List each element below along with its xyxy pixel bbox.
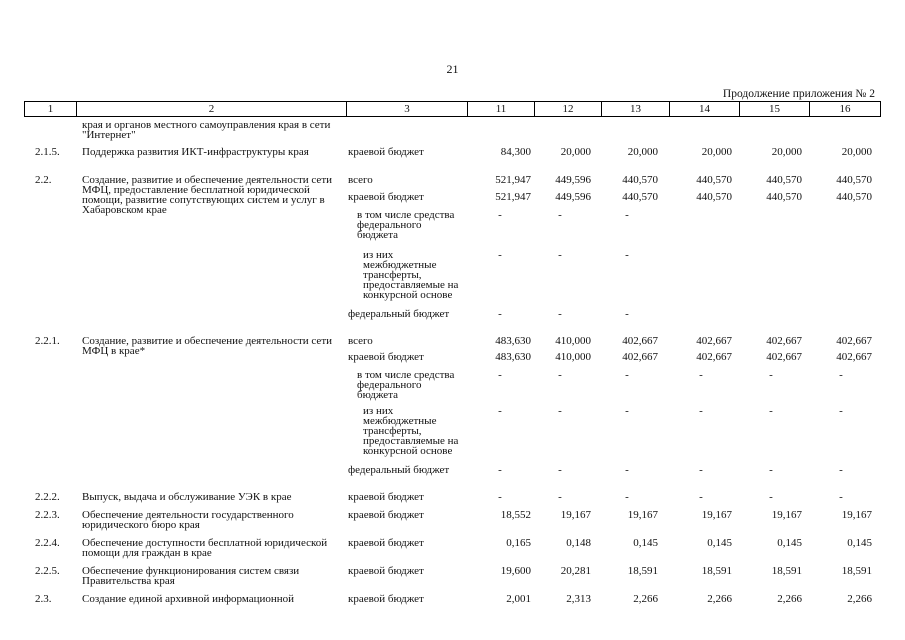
value-col-12: -	[558, 369, 562, 381]
value-col-12: 0,148	[566, 537, 591, 549]
value-col-13: 20,000	[627, 146, 658, 158]
value-col-14: -	[699, 369, 703, 381]
row-source: краевой бюджет	[348, 565, 424, 577]
row-source: краевой бюджет	[348, 351, 424, 363]
row-number: 2.2.2.	[35, 491, 60, 503]
row-name: Обеспечение доступности бесплатной юридической помощи для граждан в крае	[82, 537, 328, 559]
value-col-12: -	[558, 249, 562, 261]
value-col-11: 19,600	[500, 565, 531, 577]
value-col-16: -	[839, 369, 843, 381]
value-col-12: 20,281	[560, 565, 591, 577]
row-number: 2.2.3.	[35, 509, 60, 521]
value-col-15: 19,167	[771, 509, 802, 521]
value-col-13: -	[625, 464, 629, 476]
header-col-11: 11	[467, 102, 534, 116]
row-source: всего	[348, 174, 373, 186]
value-col-12: -	[558, 464, 562, 476]
header-col-3: 3	[346, 102, 467, 116]
row-source: краевой бюджет	[348, 191, 424, 203]
value-col-14: 440,570	[696, 174, 732, 186]
value-col-12: 19,167	[560, 509, 591, 521]
value-col-14: 19,167	[701, 509, 732, 521]
value-col-15: 18,591	[771, 565, 802, 577]
value-col-12: -	[558, 209, 562, 221]
continuation-label: Продолжение приложения № 2	[722, 88, 875, 100]
value-col-15: 440,570	[766, 191, 802, 203]
row-number: 2.1.5.	[35, 146, 60, 158]
value-col-14: -	[699, 464, 703, 476]
value-col-11: -	[498, 491, 502, 503]
value-col-14: 20,000	[701, 146, 732, 158]
value-col-15: -	[769, 369, 773, 381]
value-col-15: 20,000	[771, 146, 802, 158]
row-source: федеральный бюджет	[348, 464, 450, 476]
row-number: 2.2.4.	[35, 537, 60, 549]
value-col-16: -	[839, 491, 843, 503]
header-col-16: 16	[809, 102, 881, 116]
header-col-13: 13	[601, 102, 669, 116]
value-col-14: 402,667	[696, 351, 732, 363]
value-col-12: 449,596	[555, 191, 591, 203]
value-col-11: -	[498, 464, 502, 476]
value-col-11: 2,001	[506, 593, 531, 605]
value-col-16: -	[839, 405, 843, 417]
value-col-12: 410,000	[555, 335, 591, 347]
row-name: Обеспечение функционирования систем связи Правительства края	[82, 565, 300, 587]
value-col-11: 521,947	[495, 191, 531, 203]
value-col-14: 402,667	[696, 335, 732, 347]
row-source: в том числе средства федерального бюджета	[357, 209, 455, 241]
row-name: Выпуск, выдача и обслуживание УЭК в крае	[82, 491, 292, 503]
value-col-16: 20,000	[841, 146, 872, 158]
value-col-11: -	[498, 405, 502, 417]
value-col-11: 0,165	[506, 537, 531, 549]
row-name: Создание единой архивной информационной	[82, 593, 295, 605]
value-col-13: 2,266	[633, 593, 658, 605]
header-col-14: 14	[669, 102, 739, 116]
row-source: в том числе средства федерального бюджета	[357, 369, 455, 401]
value-col-14: 2,266	[707, 593, 732, 605]
value-col-15: -	[769, 464, 773, 476]
value-col-12: 410,000	[555, 351, 591, 363]
row-number: 2.3.	[35, 593, 52, 605]
value-col-12: 2,313	[566, 593, 591, 605]
value-col-14: -	[699, 491, 703, 503]
value-col-12: 20,000	[560, 146, 591, 158]
value-col-12: -	[558, 491, 562, 503]
value-col-16: -	[839, 464, 843, 476]
page-number: 21	[446, 62, 459, 76]
value-col-13: 18,591	[627, 565, 658, 577]
value-col-16: 402,667	[836, 351, 872, 363]
row-source: федеральный бюджет	[348, 308, 450, 320]
header-col-12: 12	[534, 102, 601, 116]
header-col-15: 15	[739, 102, 809, 116]
value-col-13: -	[625, 491, 629, 503]
value-col-16: 2,266	[847, 593, 872, 605]
value-col-16: 18,591	[841, 565, 872, 577]
value-col-12: -	[558, 308, 562, 320]
row-number: 2.2.5.	[35, 565, 60, 577]
value-col-13: 440,570	[622, 191, 658, 203]
value-col-11: -	[498, 308, 502, 320]
row-source: всего	[348, 335, 373, 347]
value-col-11: -	[498, 369, 502, 381]
value-col-12: -	[558, 405, 562, 417]
value-col-11: 84,300	[500, 146, 531, 158]
row-source: краевой бюджет	[348, 491, 424, 503]
value-col-15: -	[769, 491, 773, 503]
value-col-11: -	[498, 209, 502, 221]
value-col-13: 0,145	[633, 537, 658, 549]
value-col-14: 440,570	[696, 191, 732, 203]
value-col-11: 483,630	[495, 335, 531, 347]
row-name: Создание, развитие и обеспечение деятельности сети МФЦ в крае*	[82, 335, 333, 357]
value-col-16: 440,570	[836, 191, 872, 203]
value-col-16: 0,145	[847, 537, 872, 549]
value-col-14: -	[699, 405, 703, 417]
value-col-13: -	[625, 405, 629, 417]
value-col-15: 0,145	[777, 537, 802, 549]
budget-table	[24, 101, 881, 605]
value-col-13: 440,570	[622, 174, 658, 186]
value-col-15: 2,266	[777, 593, 802, 605]
value-col-13: -	[625, 249, 629, 261]
value-col-13: 19,167	[627, 509, 658, 521]
row-name: Обеспечение деятельности государственного юридического бюро края	[82, 509, 294, 531]
value-col-11: -	[498, 249, 502, 261]
value-col-11: 521,947	[495, 174, 531, 186]
value-col-15: -	[769, 405, 773, 417]
header-col-1: 1	[24, 102, 76, 116]
value-col-13: -	[625, 209, 629, 221]
value-col-15: 440,570	[766, 174, 802, 186]
row-source: краевой бюджет	[348, 509, 424, 521]
row-source: из них межбюджетные трансферты, предоставляемые на конкурсной основе	[363, 405, 459, 457]
value-col-13: 402,667	[622, 335, 658, 347]
header-col-2: 2	[76, 102, 346, 116]
value-col-14: 0,145	[707, 537, 732, 549]
carryover-name: края и органов местного самоуправления края в сети "Интернет"	[82, 119, 331, 141]
row-name: Создание, развитие и обеспечение деятельности сети МФЦ, предоставление бесплатной юридической помощи, развитие сопутствующих систем и услуг в Хабаровском крае	[82, 174, 333, 216]
value-col-13: -	[625, 308, 629, 320]
value-col-11: 483,630	[495, 351, 531, 363]
row-source: краевой бюджет	[348, 593, 424, 605]
row-source: из них межбюджетные трансферты, предоставляемые на конкурсной основе	[363, 249, 459, 301]
table-header-row	[24, 101, 881, 117]
row-number: 2.2.	[35, 174, 52, 186]
value-col-14: 18,591	[701, 565, 732, 577]
value-col-13: 402,667	[622, 351, 658, 363]
value-col-15: 402,667	[766, 351, 802, 363]
row-number: 2.2.1.	[35, 335, 60, 347]
value-col-16: 19,167	[841, 509, 872, 521]
value-col-11: 18,552	[500, 509, 531, 521]
value-col-16: 440,570	[836, 174, 872, 186]
value-col-12: 449,596	[555, 174, 591, 186]
value-col-13: -	[625, 369, 629, 381]
value-col-16: 402,667	[836, 335, 872, 347]
value-col-15: 402,667	[766, 335, 802, 347]
row-source: краевой бюджет	[348, 146, 424, 158]
row-name: Поддержка развития ИКТ-инфраструктуры края	[82, 146, 309, 158]
row-source: краевой бюджет	[348, 537, 424, 549]
